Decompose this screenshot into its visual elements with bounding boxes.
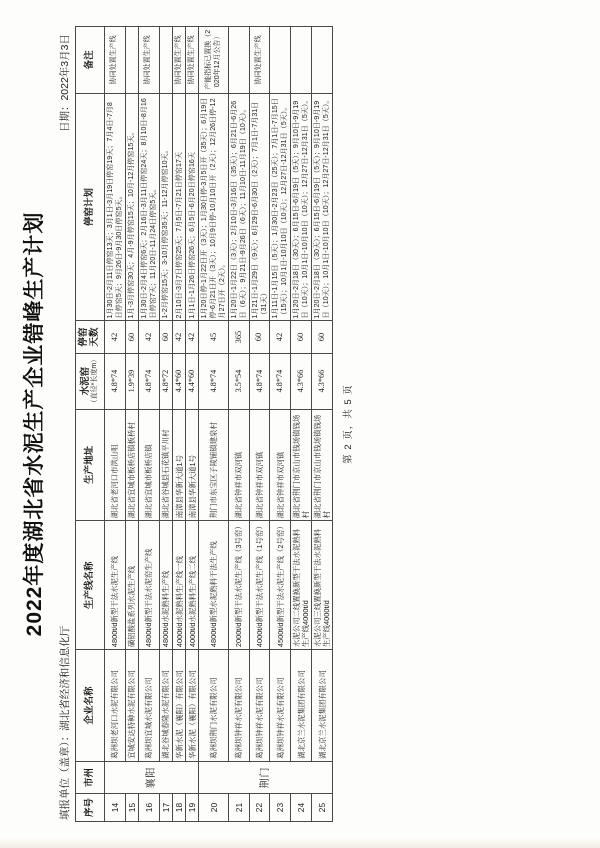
page-title: 2022年度湖北省水泥生产企业错峰生产计划 [23,211,46,637]
cell-note [229,27,250,94]
cell-enterprise: 葛洲坝老河口水泥有限公司 [105,650,126,762]
cell-enterprise: 宜城安达特种水泥有限公司 [125,650,138,762]
cell-shutdown-plan: 2月10日-3月7日停窑25天；7月5日-7月21日停窑17天 [172,93,185,321]
cell-kiln: 3.5*54 [229,353,250,409]
cell-shutdown-plan: 1月21日-1月29日（9天）；6月29日-6月30日（2天）；7月1日-7月31日（31天） [249,93,270,321]
cell-note: 协同处置生产线 [138,27,159,94]
cell-shutdown-days: 60 [291,321,312,353]
cell-kiln: 4.4*60 [186,353,199,409]
cell-production-line: 4800t/d新型干法水泥生产线 [105,521,126,650]
header-shutdown-days [76,321,105,353]
header-days-line1: 停窑 [78,327,90,347]
cell-seq: 19 [186,794,199,822]
cell-seq: 16 [138,794,159,822]
cell-shutdown-days: 42 [138,321,159,353]
cell-enterprise: 葛洲坝钟祥水泥有限公司 [270,650,291,762]
cell-address: 湖北省谷城县石花镇平川村 [159,409,172,521]
cell-kiln: 4.8*74 [105,353,126,409]
production-plan-table [75,26,333,822]
cell-kiln: 4.8*72 [159,353,172,409]
cell-enterprise: 葛洲坝宜城水泥有限公司 [138,650,159,762]
header-shutdown-plan: 停窑计划 [76,93,105,321]
cell-seq: 24 [291,794,312,822]
cell-seq: 23 [270,794,291,822]
cell-shutdown-plan: 1月1日-1月26日停窑26天；6月5日-6月20日停窑16天 [186,93,199,321]
cell-address: 荆门市东宝区子陵铺镇建泉村 [199,409,229,521]
cell-production-line: 4800t/d新型水泥熟料干法生产线 [199,521,229,650]
table-row [270,27,291,822]
cell-production-line: 4000t/d水泥熟料生产线一线 [172,521,185,650]
table-row [249,27,270,822]
cell-shutdown-days: 60 [159,321,172,353]
table-row [312,27,333,822]
cell-address: 湖北省钟祥市双河镇 [249,409,270,521]
cell-shutdown-plan: 1-2月停窑15天；3-10月停窑35天；11-12月停窑10天。 [159,93,172,321]
table-row [105,27,126,822]
table-row [229,27,250,822]
header-kiln-sub: （直径*长度m） [91,355,99,407]
cell-shutdown-plan: 1月30日-2月11日停窑13天；3月1日-3月19日停窑19天；7月4日-7月8日停窑5天；9月26日-9月30日停窑5天。 [105,93,126,321]
cell-shutdown-plan: 1月20日-2月18日（30天）；6月15日-6月19日（5天）；9月10日-9月19日（10天）；10月1日-10月10日（10天）；12月27日-12月31日（5天）。 [291,93,312,321]
cell-note [291,27,312,94]
cell-address: 湖北省荆门市京山市钱场镇钱场村 [291,409,312,521]
cell-production-line: 4800t/d水泥熟料生产线 [159,521,172,650]
cell-shutdown-plan: 1月11日-1月15日（5天）；1月30日-2月23日（25天）；7月1日-7月15日（15天）；10月1日-10月10日（10天）；12月27日-12月31日（5天）。 [270,93,291,321]
header-enterprise: 企业名称 [76,650,105,762]
cell-address: 湖北省钟祥市双河镇 [270,409,291,521]
cell-note [270,27,291,94]
table-header-row [76,27,105,822]
cell-shutdown-days: 365 [229,321,250,353]
header-kiln-main: 水泥窑 [79,366,91,396]
table-row [291,27,312,822]
cell-shutdown-days: 45 [199,321,229,353]
cell-enterprise: 葛洲坝钟祥水泥有限公司 [229,650,250,762]
cell-kiln: 4.4*60 [172,353,185,409]
cell-enterprise: 湖北谷城春隆水泥有限公司 [159,650,172,762]
cell-kiln: 4.8*74 [138,353,159,409]
cell-production-line: 水泥公司二线置换新型干法水泥熟料生产线4000t/d [291,521,312,650]
cell-kiln: 4.3*66 [291,353,312,409]
cell-production-line: 4000t/d水泥熟料生产线二线 [186,521,199,650]
table-row [159,27,172,822]
cell-address: 湖北省钟祥市双河镇 [229,409,250,521]
cell-seq: 25 [312,794,333,822]
cell-seq: 18 [172,794,185,822]
table-row [138,27,159,822]
cell-shutdown-days: 42 [105,321,126,353]
document-meta [57,28,72,820]
header-city: 市州 [76,761,105,793]
cell-note: 协同处置生产线 [172,27,185,94]
cell-seq: 15 [125,794,138,822]
cell-city: 襄阳 [105,761,199,793]
cell-note: 协同处置生产线 [105,27,126,94]
cell-enterprise: 华新水泥（襄阳）有限公司 [172,650,185,762]
table-row [186,27,199,822]
cell-production-line: 2000t/d新型干法水泥生产线（3号窑） [229,521,250,650]
header-note: 备注 [76,27,105,94]
cell-kiln: 4.8*74 [249,353,270,409]
cell-shutdown-plan: 1月20日停-1月22日开（3天）；1月30日停-3月5日开（35天）；6月19日停-6月21日开（3天）；10月9日停-10月10日开（2天）；12月26日停-12月27日开（2天）。 [199,93,229,321]
cell-kiln: 4.8*74 [199,353,229,409]
cell-kiln: 4.8*74 [270,353,291,409]
cell-note: 产能指标已置换（2020年12月公告） [199,27,229,94]
cell-shutdown-days: 42 [186,321,199,353]
cell-note [159,27,172,94]
cell-address: 南漳县华新大道1号 [172,409,185,521]
cell-note: 协同处置生产线 [249,27,270,94]
table-row [199,27,229,822]
cell-enterprise: 葛洲坝钟祥水泥有限公司 [249,650,270,762]
table-row [125,27,138,822]
cell-seq: 20 [199,794,229,822]
cell-address: 湖北省宜城市板桥店镇 [138,409,159,521]
cell-shutdown-days: 60 [249,321,270,353]
cell-production-line: 4800t/d新型干法水泥窑生产线 [138,521,159,650]
cell-address: 湖北省荆门市京山市钱场镇钱场村 [312,409,333,521]
cell-shutdown-days: 60 [125,321,138,353]
cell-address: 南漳县华新大道1号 [186,409,199,521]
cell-shutdown-plan: 1月20日-1月22日（3天）；2月10日-3月16日（35天）；6月21日-6月26日（6天）；9月21日-9月26日（6天）；11月10日-11月19日（10天）。 [229,93,250,321]
cell-seq: 21 [229,794,250,822]
header-kiln [76,353,105,409]
table-body [105,27,333,822]
cell-production-line: 水泥公司三线置换新型干法水泥熟料生产线4000t/d [312,521,333,650]
cell-seq: 22 [249,794,270,822]
cell-enterprise: 湖北京兰水泥集团有限公司 [291,650,312,762]
cell-seq: 17 [159,794,172,822]
cell-production-line: 磺铝酸盐系列水泥生产线 [125,521,138,650]
cell-note [125,27,138,94]
header-address: 生产地址 [76,409,105,521]
document-date-label: 日期：2022年3月3日 [59,34,71,133]
cell-address: 湖北省老河口市洪山咀 [105,409,126,521]
cell-shutdown-plan: 1月-3月停窑30天；4月-9月停窑15天；10月-12月停窑15天。 [125,93,138,321]
cell-shutdown-plan: 1月30日-2月4日停窑6天；2月16日-3月11日停窑24天；8月10日-8月16日停窑7天；11月20日-11月24日停窑5天。 [138,93,159,321]
cell-kiln: 4.3*66 [312,353,333,409]
cell-shutdown-days: 60 [312,321,333,353]
header-production-line: 生产线名称 [76,521,105,650]
header-days-line2: 天数 [89,327,100,347]
cell-note: 协同处置生产线 [186,27,199,94]
cell-production-line: 4000t/d新型干法水泥生产线（1号窑） [249,521,270,650]
cell-enterprise: 湖北京兰水泥集团有限公司 [312,650,333,762]
cell-seq: 14 [105,794,126,822]
cell-shutdown-days: 42 [270,321,291,353]
filler-unit-label: 填报单位（盖章）：湖北省经济和信息化厅 [59,625,71,820]
cell-enterprise: 华新水泥（襄阳）有限公司 [186,650,199,762]
cell-shutdown-plan: 1月20日-2月18日（30天）；6月15日-6月19日（5天）；9月10日-9月19日（10天）；10月1日-10月10日（10天）；12月27日-12月31日（5天）。 [312,93,333,321]
cell-city: 荆门 [199,761,333,793]
cell-shutdown-days: 42 [172,321,185,353]
cell-address: 湖北省宜城市板桥店镇板桥村 [125,409,138,521]
cell-note [312,27,333,94]
page-footer: 第 2 页，共 5 页 [343,384,355,464]
header-seq: 序号 [76,794,105,822]
table-row [172,27,185,822]
cell-kiln: 1.9*39 [125,353,138,409]
cell-production-line: 4500t/d新型干法水泥生产线（2号窑） [270,521,291,650]
cell-enterprise: 葛洲坝荆门水泥有限公司 [199,650,229,762]
